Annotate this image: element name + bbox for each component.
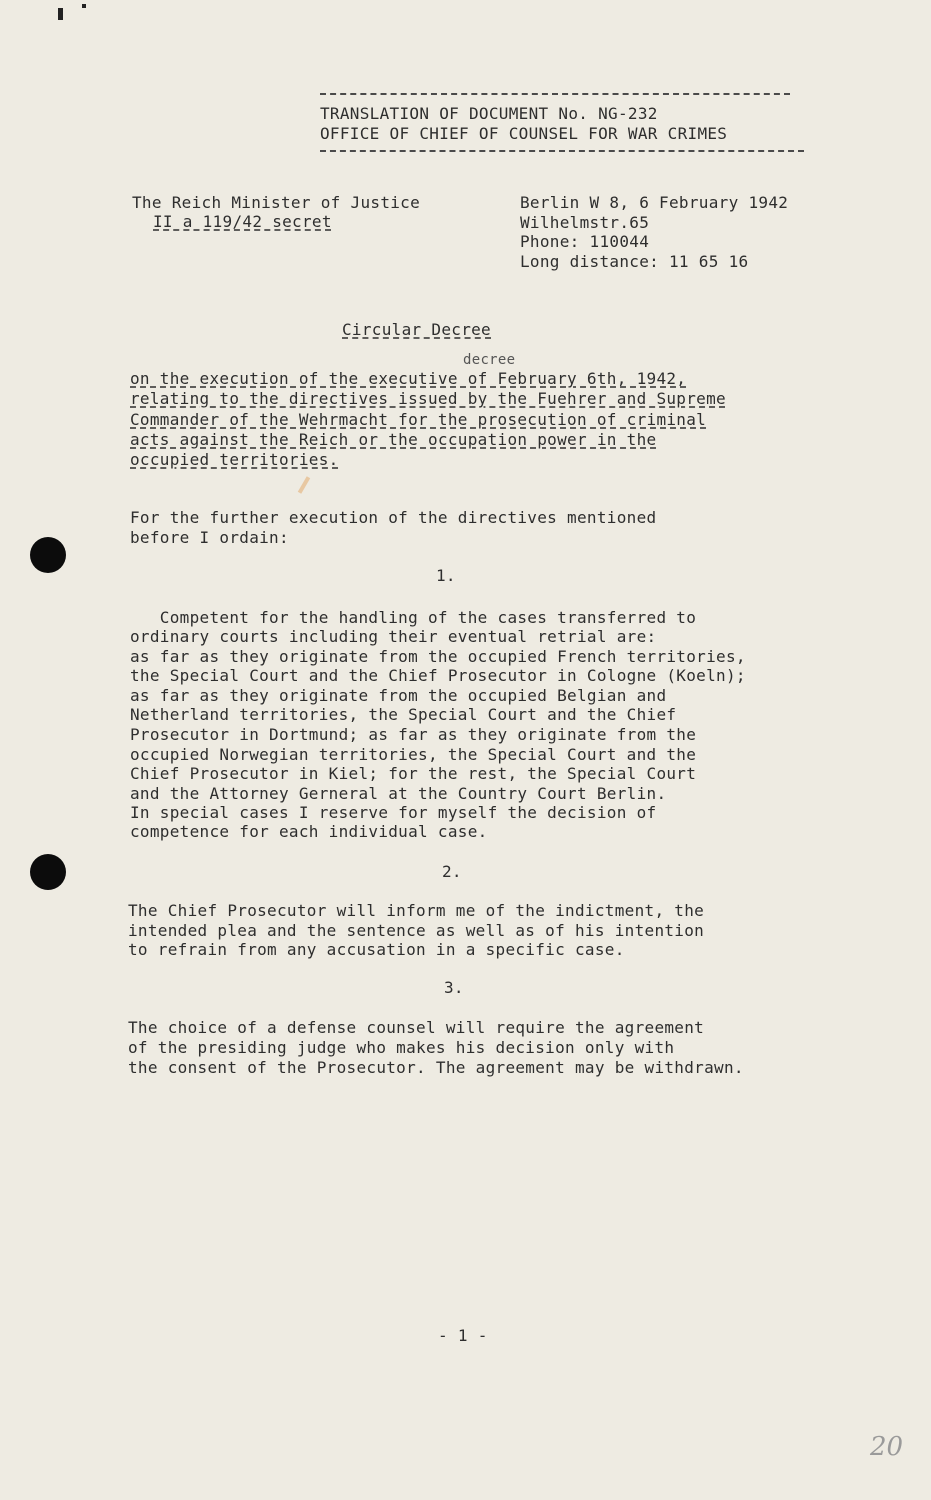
folio-number: 20 [870,1432,904,1462]
section-3-line: of the presiding judge who makes his decision only with [128,1038,675,1057]
section-1-line: occupied Norwegian territories, the Special Court and the [130,745,697,764]
punch-hole-lower [30,854,66,890]
punch-hole-upper [30,537,66,573]
section-2-line: to refrain from any accusation in a specific case. [128,940,625,959]
section-1-line: and the Attorney Gerneral at the Country Court Berlin. [130,784,667,803]
section-1-line: competence for each individual case. [130,822,488,841]
section-1-line: Competent for the handling of the cases transferred to [130,608,697,627]
pencil-stroke [298,476,310,494]
section-1-line: as far as they originate from the occupied Belgian and [130,686,667,705]
sender-title: The Reich Minister of Justice [132,193,421,212]
handwritten-insertion: decree [463,352,516,368]
intro-line-1: For the further execution of the directives mentioned [130,508,657,527]
intro-line-2: before I ordain: [130,528,289,547]
long-distance-number: Long distance: 11 65 16 [520,252,749,271]
subject-line-2: relating to the directives issued by the Fuehrer and Supreme [130,389,726,408]
section-2-number: 2. [442,862,462,881]
page-number: - 1 - [438,1326,488,1345]
phone-number: Phone: 110044 [520,232,650,251]
subject-line-4: acts against the Reich or the occupation power in the [130,430,657,449]
section-1-line: as far as they originate from the occupied French territories, [130,647,746,666]
section-2-line: intended plea and the sentence as well as of his intention [128,921,705,940]
header-rule-bottom [320,150,804,152]
subject-line-5: occupied territories. [130,450,339,469]
header-rule-top [320,93,790,95]
corner-mark-dot [82,4,86,8]
section-1-number: 1. [436,566,456,585]
decree-heading: Circular Decree [342,320,491,339]
section-1-line: ordinary courts including their eventual retrial are: [130,627,657,646]
sender-reference: II a 119/42 secret [153,212,332,231]
section-1-line: Netherland territories, the Special Court and the Chief [130,705,677,724]
translation-header: TRANSLATION OF DOCUMENT No. NG-232 [320,104,658,123]
section-3-number: 3. [444,978,464,997]
street-address: Wilhelmstr.65 [520,213,650,232]
office-header: OFFICE OF CHIEF OF COUNSEL FOR WAR CRIMES [320,124,728,143]
section-3-line: the consent of the Prosecutor. The agreement may be withdrawn. [128,1058,744,1077]
corner-mark [58,8,63,20]
section-1-line: Prosecutor in Dortmund; as far as they originate from the [130,725,697,744]
section-1-line: In special cases I reserve for myself the decision of [130,803,657,822]
subject-line-1: on the execution of the executive of February 6th, 1942, [130,369,687,388]
place-date: Berlin W 8, 6 February 1942 [520,193,789,212]
section-1-line: Chief Prosecutor in Kiel; for the rest, the Special Court [130,764,697,783]
subject-line-3: Commander of the Wehrmacht for the prosecution of criminal [130,410,707,429]
section-3-line: The choice of a defense counsel will require the agreement [128,1018,705,1037]
section-1-line: the Special Court and the Chief Prosecutor in Cologne (Koeln); [130,666,746,685]
section-2-line: The Chief Prosecutor will inform me of the indictment, the [128,901,705,920]
